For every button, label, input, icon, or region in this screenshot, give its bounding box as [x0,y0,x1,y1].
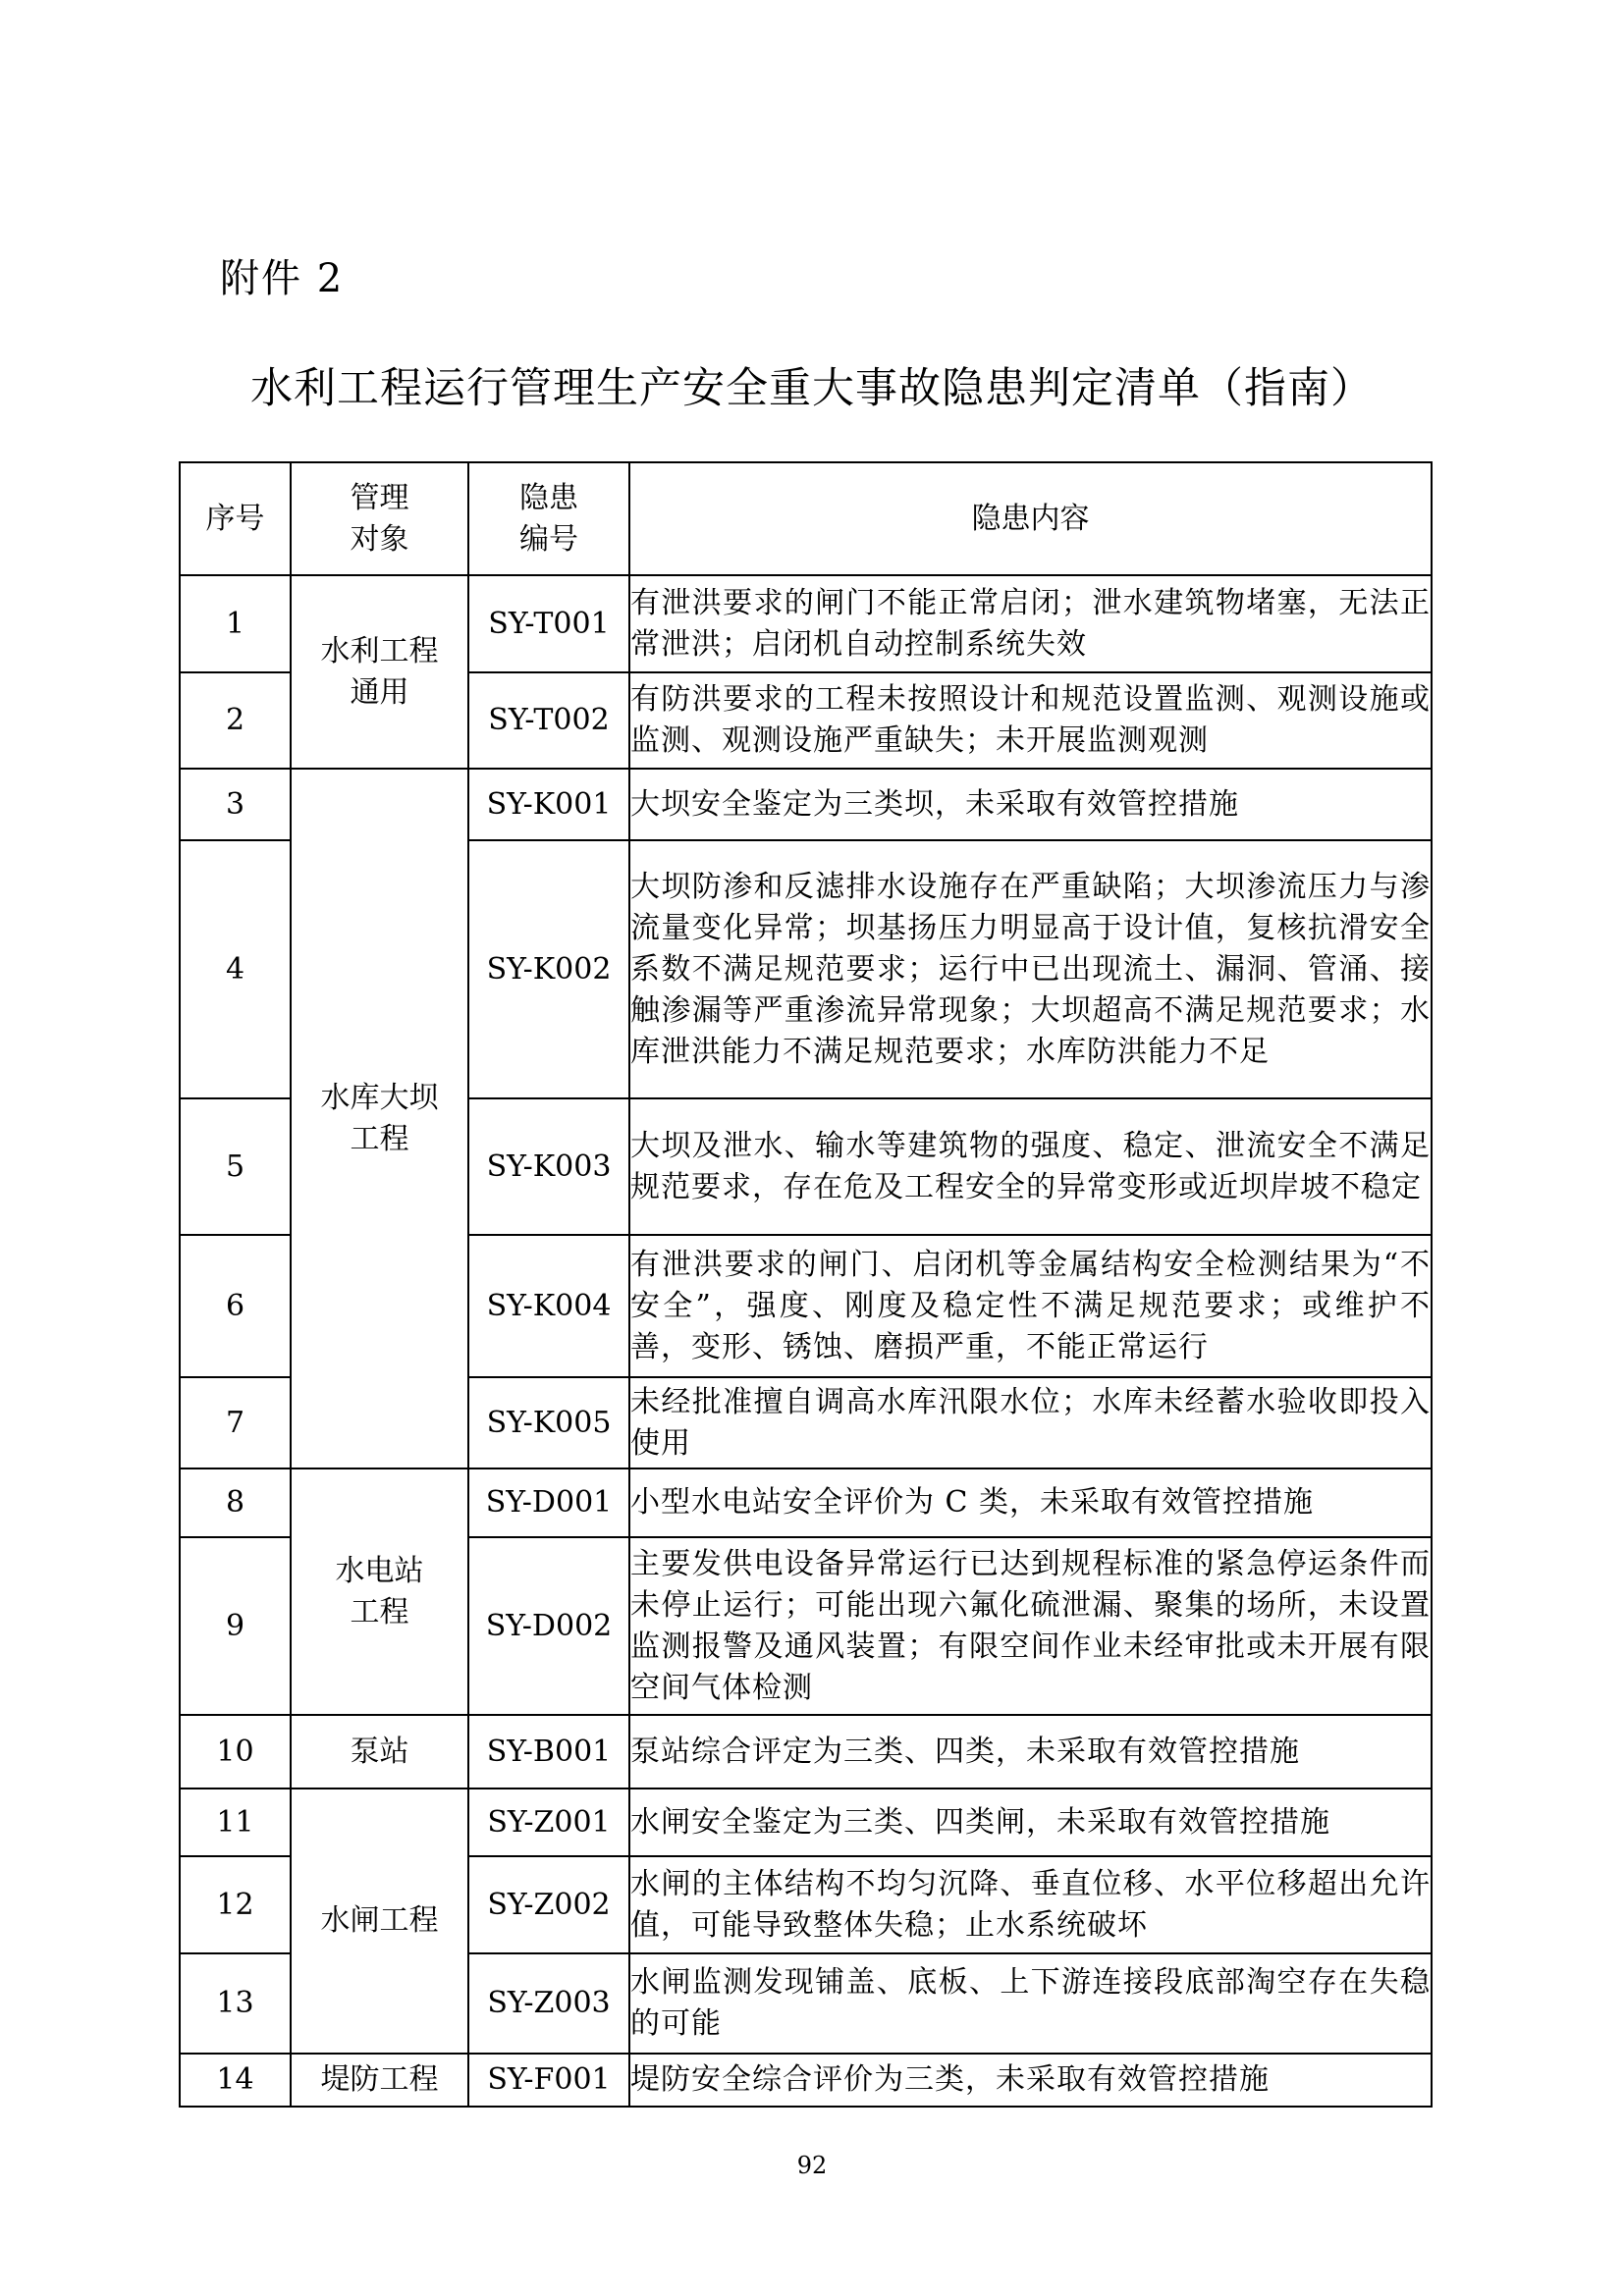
table-row [180,2054,1432,2107]
row-no: 10 [180,1715,291,1789]
row-code: SY-K004 [468,1235,629,1377]
row-content: 大坝防渗和反滤排水设施存在严重缺陷；大坝渗流压力与渗流量变化异常；坝基扬压力明显高于设计值，复核抗滑安全系数不满足规范要求；运行中已出现流土、漏洞、管涌、接触渗漏等严重渗流异常现象；大坝超高不满足规范要求；水库泄洪能力不满足规范要求；水库防洪能力不足 [629,840,1432,1098]
header-no: 序号 [180,462,291,575]
row-code: SY-D001 [468,1468,629,1537]
row-no: 2 [180,672,291,769]
row-code: SY-T001 [468,575,629,672]
row-no: 4 [180,840,291,1098]
header-object-line1: 管理 [350,480,409,515]
row-content: 堤防安全综合评价为三类，未采取有效管控措施 [629,2054,1432,2107]
row-code: SY-T002 [468,672,629,769]
attachment-label: 附件 2 [220,256,345,301]
table-header-row [180,462,1432,575]
table-row [180,769,1432,840]
row-content: 水闸监测发现铺盖、底板、上下游连接段底部淘空存在失稳的可能 [629,1953,1432,2054]
row-code: SY-Z002 [468,1856,629,1953]
page-number: 92 [796,2152,828,2179]
table-row [180,1789,1432,1856]
hazard-table [179,461,1433,2108]
group-line1: 水利工程 [320,633,439,668]
row-content: 大坝及泄水、输水等建筑物的强度、稳定、泄流安全不满足规范要求，存在危及工程安全的异常变形或近坝岸坡不稳定 [629,1098,1432,1235]
group-line1: 水库大坝 [320,1080,439,1115]
row-no: 14 [180,2054,291,2107]
group-line2: 通用 [350,674,409,710]
row-code: SY-F001 [468,2054,629,2107]
row-no: 13 [180,1953,291,2054]
group-cell [291,575,468,769]
row-content: 泵站综合评定为三类、四类，未采取有效管控措施 [629,1715,1432,1789]
row-content: 未经批准擅自调高水库汛限水位；水库未经蓄水验收即投入使用 [629,1377,1432,1468]
header-content: 隐患内容 [629,462,1432,575]
table-row [180,1468,1432,1537]
header-object [291,462,468,575]
group-line2: 工程 [350,1594,409,1629]
row-content: 大坝安全鉴定为三类坝，未采取有效管控措施 [629,769,1432,840]
header-object-line2: 对象 [350,521,409,557]
row-no: 1 [180,575,291,672]
row-content: 有泄洪要求的闸门不能正常启闭；泄水建筑物堵塞，无法正常泄洪；启闭机自动控制系统失效 [629,575,1432,672]
row-no: 11 [180,1789,291,1856]
group-cell: 泵站 [291,1715,468,1789]
row-no: 5 [180,1098,291,1235]
row-code: SY-K001 [468,769,629,840]
row-code: SY-Z001 [468,1789,629,1856]
row-content: 有防洪要求的工程未按照设计和规范设置监测、观测设施或监测、观测设施严重缺失；未开展监测观测 [629,672,1432,769]
table-row [180,575,1432,672]
group-cell [291,1468,468,1715]
row-no: 9 [180,1537,291,1715]
row-no: 12 [180,1856,291,1953]
row-code: SY-D002 [468,1537,629,1715]
row-code: SY-K002 [468,840,629,1098]
group-line1: 水电站 [335,1553,424,1588]
table-row [180,1715,1432,1789]
row-code: SY-K003 [468,1098,629,1235]
row-content: 主要发供电设备异常运行已达到规程标准的紧急停运条件而未停止运行；可能出现六氟化硫泄漏、聚集的场所，未设置监测报警及通风装置；有限空间作业未经审批或未开展有限空间气体检测 [629,1537,1432,1715]
row-code: SY-Z003 [468,1953,629,2054]
row-code: SY-B001 [468,1715,629,1789]
row-no: 3 [180,769,291,840]
row-content: 水闸的主体结构不均匀沉降、垂直位移、水平位移超出允许值，可能导致整体失稳；止水系统破坏 [629,1856,1432,1953]
header-code [468,462,629,575]
row-content: 有泄洪要求的闸门、启闭机等金属结构安全检测结果为“不安全”，强度、刚度及稳定性不满足规范要求；或维护不善，变形、锈蚀、磨损严重，不能正常运行 [629,1235,1432,1377]
group-line2: 工程 [350,1121,409,1156]
row-content: 小型水电站安全评价为 C 类，未采取有效管控措施 [629,1468,1432,1537]
row-no: 7 [180,1377,291,1468]
row-no: 6 [180,1235,291,1377]
document-title: 水利工程运行管理生产安全重大事故隐患判定清单（指南） [250,364,1374,413]
row-code: SY-K005 [468,1377,629,1468]
group-cell: 堤防工程 [291,2054,468,2107]
row-no: 8 [180,1468,291,1537]
header-code-line1: 隐患 [519,480,578,515]
header-code-line2: 编号 [519,521,578,557]
row-content: 水闸安全鉴定为三类、四类闸，未采取有效管控措施 [629,1789,1432,1856]
group-cell [291,769,468,1468]
group-cell: 水闸工程 [291,1789,468,2054]
